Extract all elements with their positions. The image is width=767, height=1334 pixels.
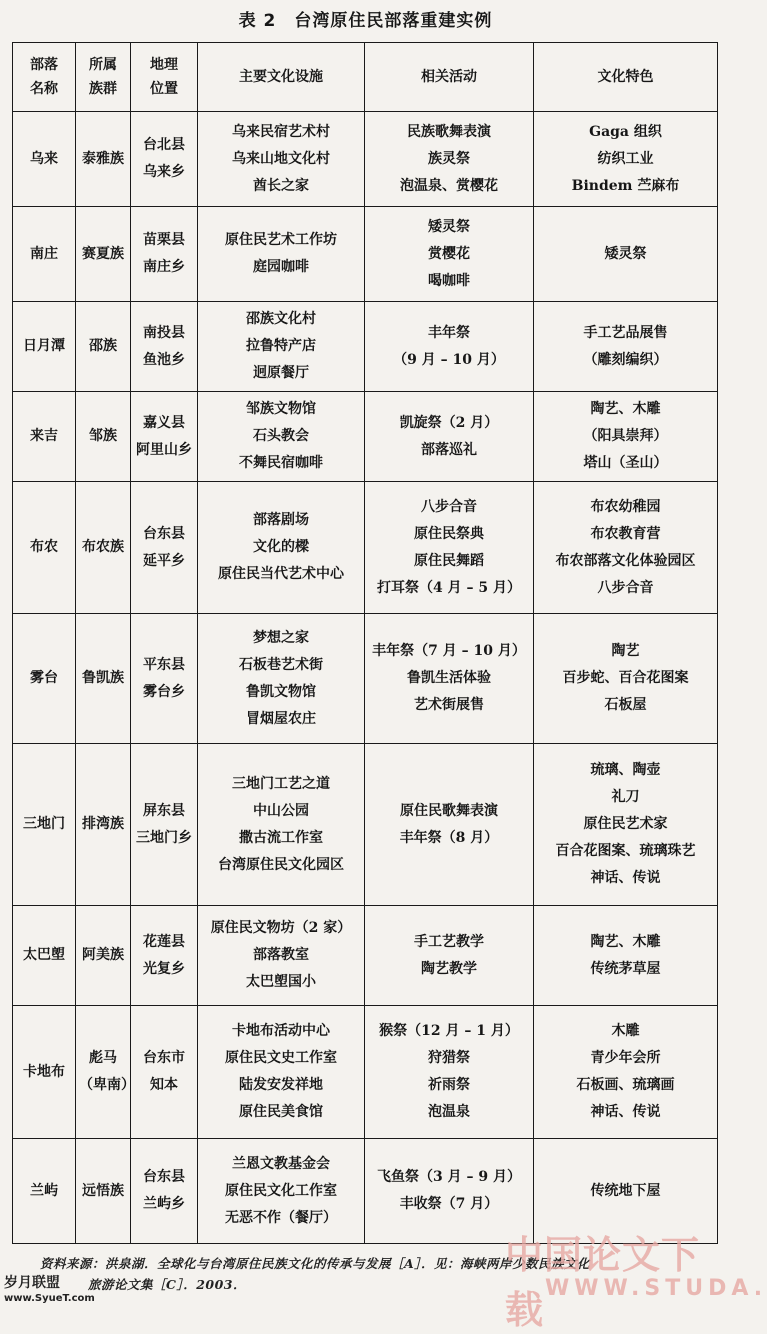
table-row	[13, 614, 718, 744]
cell-line: 邵族	[89, 338, 117, 354]
table-title: 表 2 台湾原住民部落重建实例	[238, 11, 493, 31]
activities-cell	[365, 482, 534, 614]
cell-line: 三地门	[23, 816, 65, 832]
facilities-cell	[198, 614, 365, 744]
features-cell	[534, 1006, 718, 1139]
watermark-logo-right: 中国论文下载	[505, 1233, 701, 1332]
ethnic-group-cell	[76, 614, 131, 744]
tribe-table	[12, 42, 718, 1244]
cell-line: 石头教会	[253, 428, 309, 444]
cell-line: 陶艺教学	[421, 960, 477, 977]
cell-line: 布农族	[82, 539, 124, 555]
cell-line: 八步合音	[597, 579, 654, 596]
cell-line: 文化的樑	[253, 539, 309, 555]
cell-line: 传统地下屋	[590, 1182, 661, 1199]
column-header-label: 位置	[150, 81, 178, 97]
facilities-cell	[198, 744, 365, 906]
location-cell	[131, 744, 198, 906]
table-row	[13, 112, 718, 207]
cell-line: 原住民文化工作室	[225, 1182, 337, 1199]
cell-line: 原住民舞蹈	[414, 552, 484, 569]
ethnic-group-cell	[76, 906, 131, 1006]
cell-line: 矮灵祭	[604, 245, 647, 262]
cell-line: 猴祭（12 月 – 1 月）	[379, 1023, 519, 1039]
cell-line: 花莲县	[143, 933, 185, 950]
activities-cell	[365, 392, 534, 482]
tribe-name-cell	[13, 112, 76, 207]
cell-line: 雾台乡	[143, 683, 185, 700]
ethnic-group-cell	[76, 1139, 131, 1244]
facilities-cell	[198, 392, 365, 482]
cell-line: 原住民文史工作室	[225, 1050, 337, 1066]
column-header	[365, 43, 534, 112]
cell-line: 部落剧场	[253, 512, 309, 528]
location-cell	[131, 112, 198, 207]
cell-line: 太巴塱国小	[246, 974, 316, 990]
ethnic-group-cell	[76, 302, 131, 392]
column-header-label: 部落	[30, 57, 58, 73]
cell-line: 彪马	[89, 1050, 117, 1066]
cell-line: 石板屋	[604, 697, 647, 713]
cell-line: 原住民祭典	[414, 525, 484, 542]
cell-line: 乌来民宿艺术村	[232, 123, 330, 140]
cell-line: 拉鲁特产店	[246, 338, 316, 354]
activities-cell	[365, 744, 534, 906]
tribe-name-cell	[13, 1006, 76, 1139]
column-header	[13, 43, 76, 112]
tribe-name-cell	[13, 392, 76, 482]
location-cell	[131, 392, 198, 482]
cell-line: 迥原餐厅	[253, 365, 309, 381]
facilities-cell	[198, 482, 365, 614]
cell-line: 原住民文物坊（2 家）	[210, 920, 352, 936]
cell-line: 南投县	[143, 324, 185, 341]
cell-line: 鱼池乡	[143, 351, 185, 368]
cell-line: 民族歌舞表演	[407, 123, 491, 140]
location-cell	[131, 1139, 198, 1244]
features-cell	[534, 482, 718, 614]
cell-line: 兰屿乡	[143, 1196, 185, 1212]
cell-line: 手工艺品展售	[583, 324, 668, 341]
column-header-label: 相关活动	[421, 69, 477, 85]
features-cell	[534, 614, 718, 744]
watermark-logo-left	[4, 1276, 95, 1306]
cell-line: 八步合音	[421, 498, 477, 515]
cell-line: 三地门乡	[136, 829, 192, 846]
cell-line: 无恶不作（餐厅）	[225, 1209, 337, 1226]
column-header-label: 所属	[89, 57, 117, 73]
column-header	[131, 43, 198, 112]
table-row	[13, 207, 718, 302]
activities-cell	[365, 614, 534, 744]
cell-line: 部落巡礼	[421, 441, 477, 458]
features-cell	[534, 112, 718, 207]
ethnic-group-cell	[76, 392, 131, 482]
cell-line: 冒烟屋农庄	[246, 710, 316, 727]
location-cell	[131, 207, 198, 302]
cell-line: 原住民艺术家	[583, 816, 668, 832]
cell-line: 三地门工艺之道	[232, 775, 330, 792]
facilities-cell	[198, 1139, 365, 1244]
cell-line: 原住民歌舞表演	[400, 802, 498, 819]
cell-line: 酋长之家	[253, 177, 309, 194]
cell-line: 阿美族	[82, 947, 124, 963]
cell-line: 撒古流工作室	[239, 829, 323, 846]
cell-line: 神话、传说	[590, 870, 661, 886]
cell-line: 丰收祭（7 月）	[399, 1196, 499, 1212]
cell-line: 陶艺、木雕	[590, 401, 661, 417]
cell-line: （阳具崇拜）	[583, 428, 668, 444]
cell-line: 泡温泉	[428, 1104, 470, 1120]
cell-line: 鲁凯生活体验	[407, 670, 491, 686]
column-header-label: 族群	[89, 81, 117, 97]
cell-line: 泰雅族	[82, 150, 124, 167]
cell-line: 兰恩文教基金会	[232, 1155, 330, 1172]
cell-line: 日月潭	[23, 338, 65, 354]
tribe-name-cell	[13, 302, 76, 392]
activities-cell	[365, 1006, 534, 1139]
tribe-name-cell	[13, 744, 76, 906]
table-row	[13, 392, 718, 482]
table-row	[13, 302, 718, 392]
cell-line: 狩猎祭	[428, 1050, 470, 1066]
cell-line: 台东县	[143, 525, 185, 542]
cell-line: 百步蛇、百合花图案	[562, 670, 689, 686]
cell-line: 兰屿	[30, 1182, 58, 1199]
cell-line: 乌来乡	[143, 164, 185, 180]
cell-line: 木雕	[611, 1023, 640, 1039]
cell-line: 卡地布活动中心	[232, 1023, 330, 1039]
table-row	[13, 1006, 718, 1139]
cell-line: 琉璃、陶壶	[590, 762, 661, 778]
tribe-name-cell	[13, 1139, 76, 1244]
cell-line: 泡温泉、赏樱花	[400, 177, 498, 194]
header-row	[13, 43, 718, 112]
watermark-url-right: WWW.STUDA.	[545, 1276, 767, 1301]
cell-line: 石板巷艺术街	[239, 656, 323, 673]
cell-line: 邹族	[89, 428, 117, 444]
cell-line: 邹族文物馆	[246, 401, 316, 417]
cell-line: 祈雨祭	[428, 1077, 470, 1093]
cell-line: 南庄乡	[143, 259, 185, 275]
cell-line: 部落教室	[253, 947, 309, 963]
cell-line: 梦想之家	[253, 629, 309, 646]
cell-line: 原住民美食馆	[239, 1104, 323, 1120]
cell-line: 丰年祭（7 月 – 10 月）	[372, 643, 526, 659]
cell-line: 平东县	[143, 656, 185, 673]
cell-line: 布农部落文化体验园区	[555, 552, 696, 569]
cell-line: 卡地布	[23, 1063, 65, 1080]
cell-line: 嘉义县	[143, 414, 185, 431]
cell-line: 礼刀	[611, 789, 640, 805]
cell-line: 知本	[150, 1077, 178, 1093]
activities-cell	[365, 112, 534, 207]
cell-line: 乌来山地文化村	[232, 150, 330, 167]
cell-line: 青少年会所	[590, 1050, 661, 1066]
location-cell	[131, 906, 198, 1006]
activities-cell	[365, 302, 534, 392]
cell-line: 屏东县	[143, 802, 185, 819]
location-cell	[131, 614, 198, 744]
cell-line: 矮灵祭	[428, 218, 470, 235]
cell-line: 台湾原住民文化园区	[218, 856, 344, 873]
cell-line: （雕刻编织）	[583, 351, 668, 368]
cell-line: 打耳祭（4 月 – 5 月）	[377, 579, 521, 596]
cell-line: 鲁凯族	[82, 670, 124, 686]
cell-line: 台东县	[143, 1169, 185, 1185]
column-header	[534, 43, 718, 112]
cell-line: 鲁凯文物馆	[246, 683, 316, 700]
cell-line: 阿里山乡	[136, 441, 192, 458]
features-cell	[534, 744, 718, 906]
ethnic-group-cell	[76, 207, 131, 302]
cell-line: 陆发安发祥地	[239, 1077, 323, 1093]
features-cell	[534, 906, 718, 1006]
column-header	[198, 43, 365, 112]
table-body	[13, 112, 718, 1244]
features-cell	[534, 392, 718, 482]
activities-cell	[365, 906, 534, 1006]
cell-line: 南庄	[30, 245, 58, 262]
cell-line: 雾台	[30, 670, 58, 686]
features-cell	[534, 207, 718, 302]
cell-line: Bindem 苎麻布	[571, 177, 680, 194]
tribe-name-cell	[13, 906, 76, 1006]
cell-line: 邵族文化村	[246, 311, 316, 327]
watermark-url: www.SyueT.com	[4, 1293, 95, 1304]
ethnic-group-cell	[76, 1006, 135, 1139]
cell-line: 布农	[30, 539, 58, 555]
cell-line: 传统茅草屋	[590, 960, 661, 977]
table-row	[13, 906, 718, 1006]
facilities-cell	[198, 1006, 365, 1139]
cell-line: 苗栗县	[143, 232, 185, 248]
table-row	[13, 482, 718, 614]
cell-line: 中山公园	[253, 802, 309, 819]
location-cell	[131, 482, 198, 614]
cell-line: 布农幼稚园	[590, 498, 661, 515]
cell-line: 丰年祭（8 月）	[399, 829, 499, 846]
cell-line: 百合花图案、琉璃珠艺	[555, 843, 696, 859]
tribe-name-cell	[13, 614, 76, 744]
activities-cell	[365, 207, 534, 302]
tribe-name-cell	[13, 207, 76, 302]
cell-line: 乌来	[30, 150, 58, 167]
cell-line: 丰年祭	[428, 324, 470, 341]
cell-line: 陶艺、木雕	[590, 933, 661, 950]
cell-line: 台东市	[143, 1050, 185, 1066]
cell-line: 神话、传说	[590, 1104, 661, 1120]
cell-line: 赏樱花	[428, 245, 470, 262]
cell-line: 来吉	[30, 428, 58, 444]
cell-line: 艺术街展售	[414, 697, 484, 713]
column-header-label: 文化特色	[597, 69, 654, 85]
source-line: 旅游论文集［C］．2003．	[88, 1277, 246, 1292]
cell-line: 庭园咖啡	[253, 259, 309, 275]
cell-line: 排湾族	[82, 816, 124, 832]
tribe-name-cell	[13, 482, 76, 614]
facilities-cell	[198, 207, 365, 302]
facilities-cell	[198, 112, 365, 207]
source-line: 资料来源：洪泉湖．全球化与台湾原住民族文化的传承与发展［A］．见：海峡两岸少数民族文化	[40, 1256, 590, 1271]
location-cell	[131, 302, 198, 392]
column-header-label: 名称	[30, 81, 58, 97]
cell-line: 凯旋祭（2 月）	[399, 414, 499, 431]
cell-line: Gaga 组织	[589, 123, 662, 140]
ethnic-group-cell	[76, 482, 131, 614]
cell-line: 远悟族	[82, 1182, 124, 1199]
cell-line: 喝咖啡	[428, 272, 470, 289]
features-cell	[534, 302, 718, 392]
cell-line: 原住民艺术工作坊	[225, 232, 337, 248]
cell-line: 陶艺	[611, 643, 640, 659]
cell-line: 原住民当代艺术中心	[218, 566, 344, 582]
table-row	[13, 744, 718, 906]
ethnic-group-cell	[76, 744, 131, 906]
ethnic-group-cell	[76, 112, 131, 207]
location-cell	[131, 1006, 198, 1139]
facilities-cell	[198, 302, 365, 392]
cell-line: 光复乡	[143, 960, 185, 977]
cell-line: 赛夏族	[82, 245, 124, 262]
cell-line: 延平乡	[143, 552, 185, 569]
cell-line: 不舞民宿咖啡	[239, 455, 323, 471]
cell-line: 石板画、琉璃画	[576, 1077, 675, 1093]
cell-line: （9 月 – 10 月）	[393, 351, 505, 368]
cell-line: 飞鱼祭（3 月 – 9 月）	[377, 1169, 521, 1185]
cell-line: 塔山（圣山）	[583, 455, 668, 471]
column-header-label: 地理	[150, 57, 178, 73]
column-header-label: 主要文化设施	[239, 69, 323, 85]
facilities-cell	[198, 906, 365, 1006]
watermark-text: 岁月联盟	[4, 1275, 60, 1291]
cell-line: 布农教育营	[590, 525, 661, 542]
cell-line: 太巴塱	[23, 947, 65, 963]
cell-line: （卑南）	[79, 1077, 135, 1093]
cell-line: 族灵祭	[428, 150, 470, 167]
cell-line: 手工艺教学	[414, 933, 484, 950]
cell-line: 台北县	[143, 137, 185, 153]
cell-line: 纺织工业	[597, 150, 654, 167]
column-header	[76, 43, 131, 112]
